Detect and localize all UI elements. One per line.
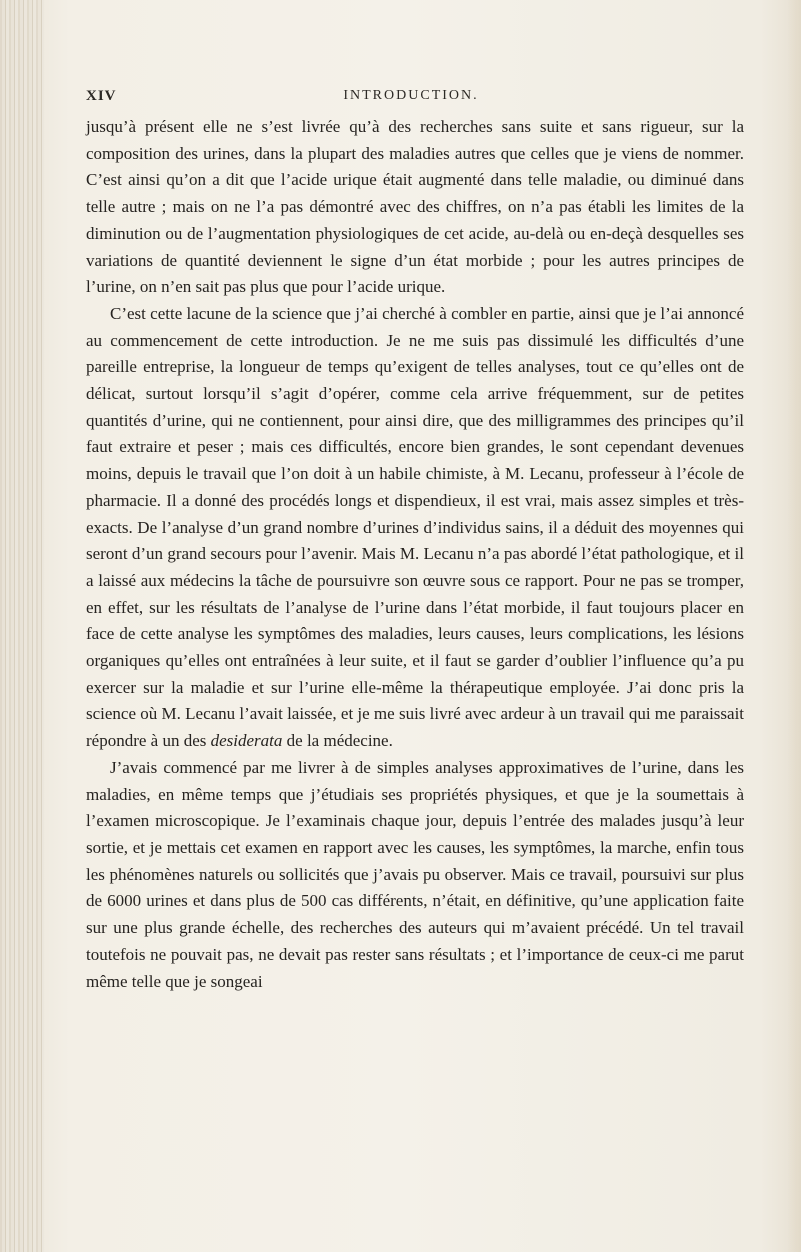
page-binding-edge [0, 0, 44, 1252]
body-text [86, 114, 744, 995]
page-header [86, 88, 736, 110]
paragraph-2-text: C’est cette lacune de la science que j’ai cherché à combler en partie, ainsi que je l’ai annoncé au commencement de cette introduction. Je ne me suis pas dissimulé les difficultés d’une pareille entreprise, la longueur de temps qu’exigent de telles analyses, tout ce qu’elles ont de délicat, surtout lorsqu’il s’agit d’opérer, comme cela arrive fréquemment, sur de petites quantités d’urine, qui ne contiennent, pour ainsi dire, que des milligrammes des principes qu’il faut extraire et peser ; mais ces difficultés, encore bien grandes, le sont cependant devenues moins, depuis le travail que l’on doit à un habile chimiste, à M. Lecanu, professeur à l’école de pharmacie. Il a donné des procédés longs et dispendieux, il est vrai, mais assez simples et très-exacts. De l’analyse d’un grand nombre d’urines d’individus sains, il a déduit des moyennes qui seront d’un grand secours pour l’avenir. Mais M. Lecanu n’a pas abordé l’état pathologique, et il a laissé aux médecins la tâche de poursuivre son œuvre sous ce rapport. Pour ne pas se tromper, en effet, sur les résultats de l’analyse de l’urine dans l’état morbide, il faut toujours placer en face de cette analyse les symptômes des maladies, leurs causes, leurs complications, les lésions organiques qu’elles ont entraînées à leur suite, et il faut se garder d’oublier l’influence qu’a pu exercer sur la maladie et sur l’urine elle-même la thérapeutique employée. J’ai donc pris la science où M. Lecanu l’avait laissée, et je me suis livré avec ardeur à un travail qui me paraissait répondre à un des [86, 303, 745, 751]
desiderata-emphasis: desiderata [210, 731, 283, 751]
page-outer-edge [787, 0, 801, 1252]
running-head: INTRODUCTION. [343, 88, 479, 103]
paragraph-1: jusqu’à présent elle ne s’est livrée qu’à des recherches sans suite et sans rigueur, sur la composition des urines, dans la plupart des maladies autres que celles que je viens de nommer. C’est ainsi qu’on a dit que l’acide urique était augmenté dans telle maladie, ou diminué dans telle autre ; mais on ne l’a pas démontré avec des chiffres, on n’a pas établi les limites de la diminution ou de l’augmentation physiologiques de cet acide, au-delà ou en-deçà desquelles ses variations de quantité deviennent le signe d’un état morbide ; pour les autres principes de l’urine, on n’en sait pas plus que pour l’acide urique. [86, 117, 744, 297]
paragraph-2-end: de la médecine. [282, 731, 393, 751]
page-number: XIV [86, 88, 117, 104]
paragraph-2 [86, 301, 744, 755]
paragraph-3: J’avais commencé par me livrer à de simples analyses approximatives de l’urine, dans les maladies, en même temps que j’étudiais ses propriétés physiques, et que je la soumettais à l’examen microscopique. Je l’examinais chaque jour, depuis l’entrée des malades jusqu’à leur sortie, et je mettais cet examen en rapport avec les causes, les symptômes, la marche, enfin tous les phénomènes naturels ou sollicités que j’avais pu observer. Mais ce travail, poursuivi sur plus de 6000 urines et dans plus de 500 cas différents, n’était, en définitive, qu’une application faite sur une plus grande échelle, des recherches des auteurs qui m’avaient précédé. Un tel travail toutefois ne pouvait pas, ne devait pas rester sans résultats ; et l’importance de ceux-ci me parut même telle que je songeai [86, 757, 744, 991]
